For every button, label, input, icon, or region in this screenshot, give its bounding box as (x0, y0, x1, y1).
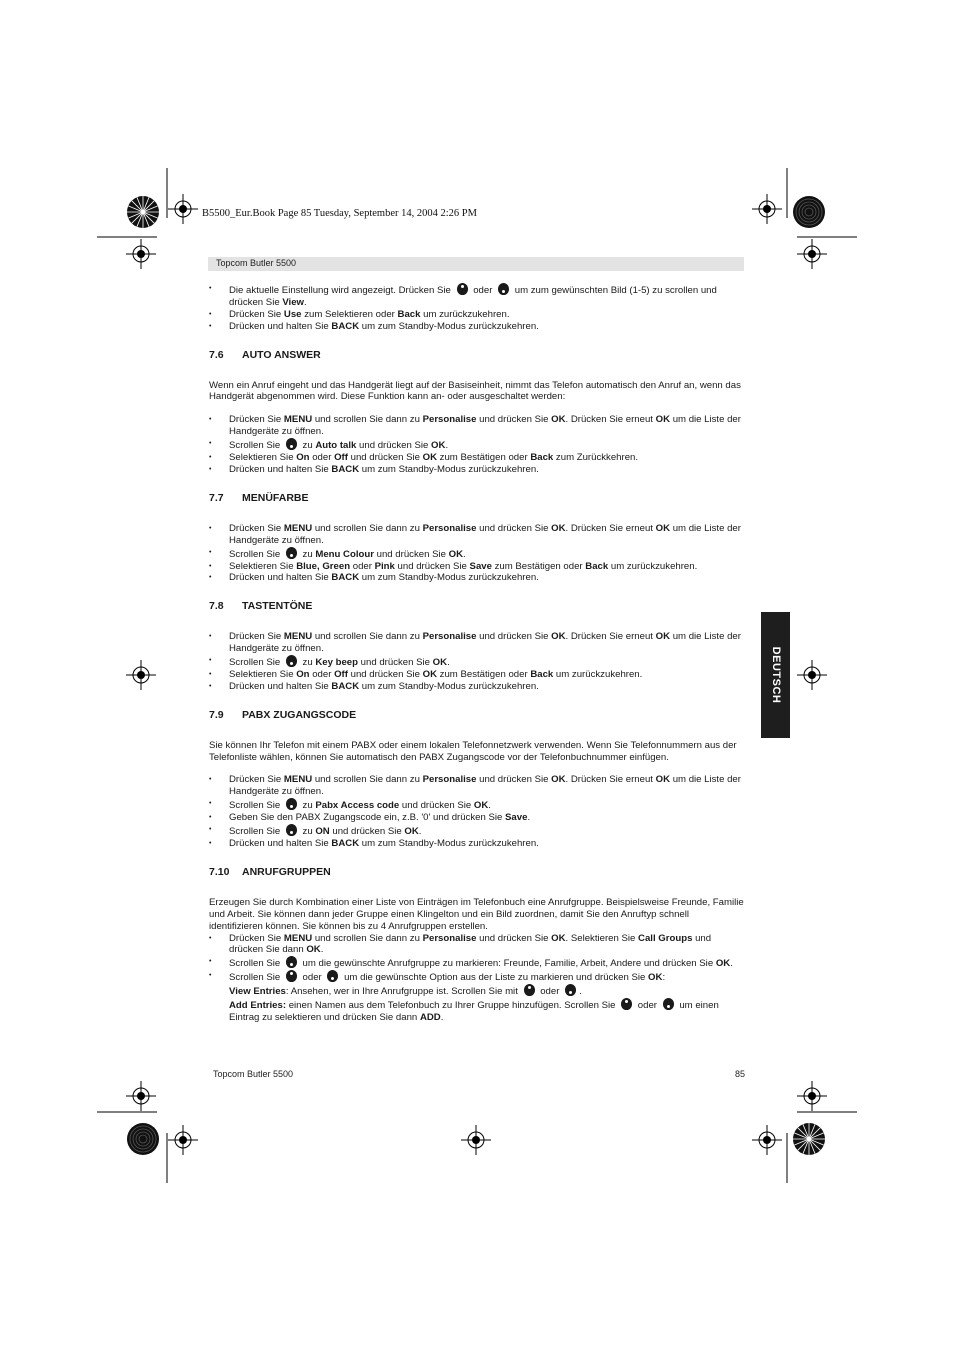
section-heading: 7.7 MENÜFARBE (209, 491, 309, 504)
list-item: • Drücken Sie MENU und scrollen Sie dann zu Personalise und drücken Sie OK. Drücken Sie erneut OK um die Liste der Handgeräte zu öffnen. (209, 414, 744, 438)
list-item: • Selektieren Sie Blue, Green oder Pink und drücken Sie Save zum Bestätigen oder Back um zurückzukehren. (209, 561, 744, 573)
section-bullet-list (209, 933, 744, 1024)
concentric-target-icon (792, 195, 826, 229)
page-header-title: Topcom Butler 5500 (216, 258, 297, 268)
scroll-down-key-icon (286, 824, 297, 836)
page-number: 85 (735, 1069, 746, 1079)
list-item: • Drücken Sie MENU und scrollen Sie dann zu Personalise und drücken Sie OK. Drücken Sie erneut OK um die Liste der Handgeräte zu öffnen. (209, 774, 744, 798)
section-paragraph: Erzeugen Sie durch Kombination einer Liste von Einträgen im Telefonbuch eine Anrufgruppe. Beispielsweise Freunde, Familie und Arbeit. Sie können dann jeder Gruppe einen Klingelton und ein Bild zuordnen, damit Sie den Anruftyp schnell identifizieren können. Sie können bis zu 4 Anrufgruppen erstellen. (209, 896, 744, 932)
list-item: • Selektieren Sie On oder Off und drücken Sie OK zum Bestätigen oder Back um zurückzukehren. (209, 669, 744, 681)
section-bullet-list (209, 631, 744, 693)
registration-mark-icon (797, 1081, 827, 1111)
scroll-down-key-icon (286, 547, 297, 559)
list-item: • Drücken und halten Sie BACK um zum Standby-Modus zurückzukehren. (209, 321, 744, 333)
document-body (209, 283, 744, 1024)
section-heading: 7.8 TASTENTÖNE (209, 600, 313, 613)
registration-mark-icon (797, 239, 827, 269)
registration-mark-icon (168, 194, 198, 224)
scroll-up-key-icon (286, 970, 297, 982)
footer-title: Topcom Butler 5500 (213, 1069, 294, 1079)
list-item: • Geben Sie den PABX Zugangscode ein, z.B. '0' und drücken Sie Save. (209, 812, 744, 824)
book-print-line: B5500_Eur.Book Page 85 Tuesday, September 14, 2004 2:26 PM (202, 208, 477, 219)
list-item: • Drücken und halten Sie BACK um zum Standby-Modus zurückzukehren. (209, 464, 744, 476)
list-item: • Drücken und halten Sie BACK um zum Standby-Modus zurückzukehren. (209, 838, 744, 850)
page-header-bar (208, 257, 744, 271)
list-item: • Scrollen Sie zu Pabx Access code und drücken Sie OK. (209, 798, 744, 812)
scroll-up-key-icon (621, 998, 632, 1010)
registration-mark-icon (126, 660, 156, 690)
registration-mark-icon (126, 239, 156, 269)
registration-mark-icon (126, 1081, 156, 1111)
section-bullet-list (209, 414, 744, 476)
list-item: • Die aktuelle Einstellung wird angezeigt. Drücken Sie oder um zum gewünschten Bild (1-5) zu scrollen und drücken Sie View. (209, 283, 744, 309)
list-item: • Drücken Sie MENU und scrollen Sie dann zu Personalise und drücken Sie OK. Drücken Sie erneut OK um die Liste der Handgeräte zu öffnen. (209, 523, 744, 547)
scroll-down-key-icon (327, 970, 338, 982)
list-item: • Drücken Sie MENU und scrollen Sie dann zu Personalise und drücken Sie OK. Selektieren Sie Call Groups und drücken Sie dann OK. (209, 933, 744, 957)
registration-mark-icon (168, 1125, 198, 1155)
scroll-down-key-icon (565, 984, 576, 996)
list-item: • Scrollen Sie zu Auto talk und drücken Sie OK. (209, 438, 744, 452)
scroll-up-key-icon (457, 283, 468, 295)
scroll-down-key-icon (286, 655, 297, 667)
scroll-down-key-icon (286, 438, 297, 450)
section-paragraph: Wenn ein Anruf eingeht und das Handgerät liegt auf der Basiseinheit, nimmt das Telefon automatisch den Anruf an, wenn das Handgerät abgenommen wird. Diese Funktion kann an- oder ausgeschaltet werden: (209, 379, 741, 403)
starburst-target-icon (792, 1122, 826, 1156)
language-side-tab-label: DEUTSCH (769, 646, 782, 704)
section-bullet-list (209, 523, 744, 585)
concentric-target-icon (126, 1122, 160, 1156)
list-item: • Scrollen Sie zu Menu Colour und drücken Sie OK. (209, 547, 744, 561)
scroll-down-key-icon (663, 998, 674, 1010)
section-paragraph: Sie können Ihr Telefon mit einem PABX oder einem lokalen Telefonnetzwerk verwenden. Wenn Sie Telefonnummern aus der Telefonliste wählen, können Sie automatisch den PABX Zugangscode vor der Telefonbuchnummer einfügen. (209, 739, 737, 763)
list-item: • Drücken und halten Sie BACK um zum Standby-Modus zurückzukehren. (209, 572, 744, 584)
list-item: • Scrollen Sie oder um die gewünschte Option aus der Liste zu markieren und drücken Sie OK: View Entries: Ansehen, wer in Ihre Anrufgruppe ist. Scrollen Sie mit oder . Add Entries: einen Namen aus dem Telefonbuch zu Ihrer Gruppe hinzufügen. Scrollen Sie oder um einen Eintrag zu selektieren und drücken Sie dann ADD. (209, 970, 744, 1024)
list-item: • Drücken und halten Sie BACK um zum Standby-Modus zurückzukehren. (209, 681, 744, 693)
registration-mark-icon (797, 660, 827, 690)
section-heading: 7.6 AUTO ANSWER (209, 348, 321, 361)
scroll-down-key-icon (286, 956, 297, 968)
list-item: • Selektieren Sie On oder Off und drücken Sie OK zum Bestätigen oder Back zum Zurückkehren. (209, 452, 744, 464)
registration-mark-icon (752, 194, 782, 224)
list-item: • Drücken Sie Use zum Selektieren oder Back um zurückzukehren. (209, 309, 744, 321)
list-item: • Drücken Sie MENU und scrollen Sie dann zu Personalise und drücken Sie OK. Drücken Sie erneut OK um die Liste der Handgeräte zu öffnen. (209, 631, 744, 655)
list-item: • Scrollen Sie zu Key beep und drücken Sie OK. (209, 655, 744, 669)
section-heading: 7.9 PABX ZUGANGSCODE (209, 708, 357, 721)
intro-bullet-list (209, 283, 744, 333)
starburst-target-icon (126, 195, 160, 229)
language-side-tab (761, 612, 790, 738)
registration-mark-icon (752, 1125, 782, 1155)
section-bullet-list (209, 774, 744, 849)
list-item: • Scrollen Sie um die gewünschte Anrufgruppe zu markieren: Freunde, Familie, Arbeit, Andere und drücken Sie OK. (209, 956, 744, 970)
registration-mark-icon (461, 1125, 491, 1155)
scroll-down-key-icon (286, 798, 297, 810)
scroll-up-key-icon (524, 984, 535, 996)
section-heading: 7.10 ANRUFGRUPPEN (209, 865, 331, 878)
list-item: • Scrollen Sie zu ON und drücken Sie OK. (209, 824, 744, 838)
scroll-down-key-icon (498, 283, 509, 295)
